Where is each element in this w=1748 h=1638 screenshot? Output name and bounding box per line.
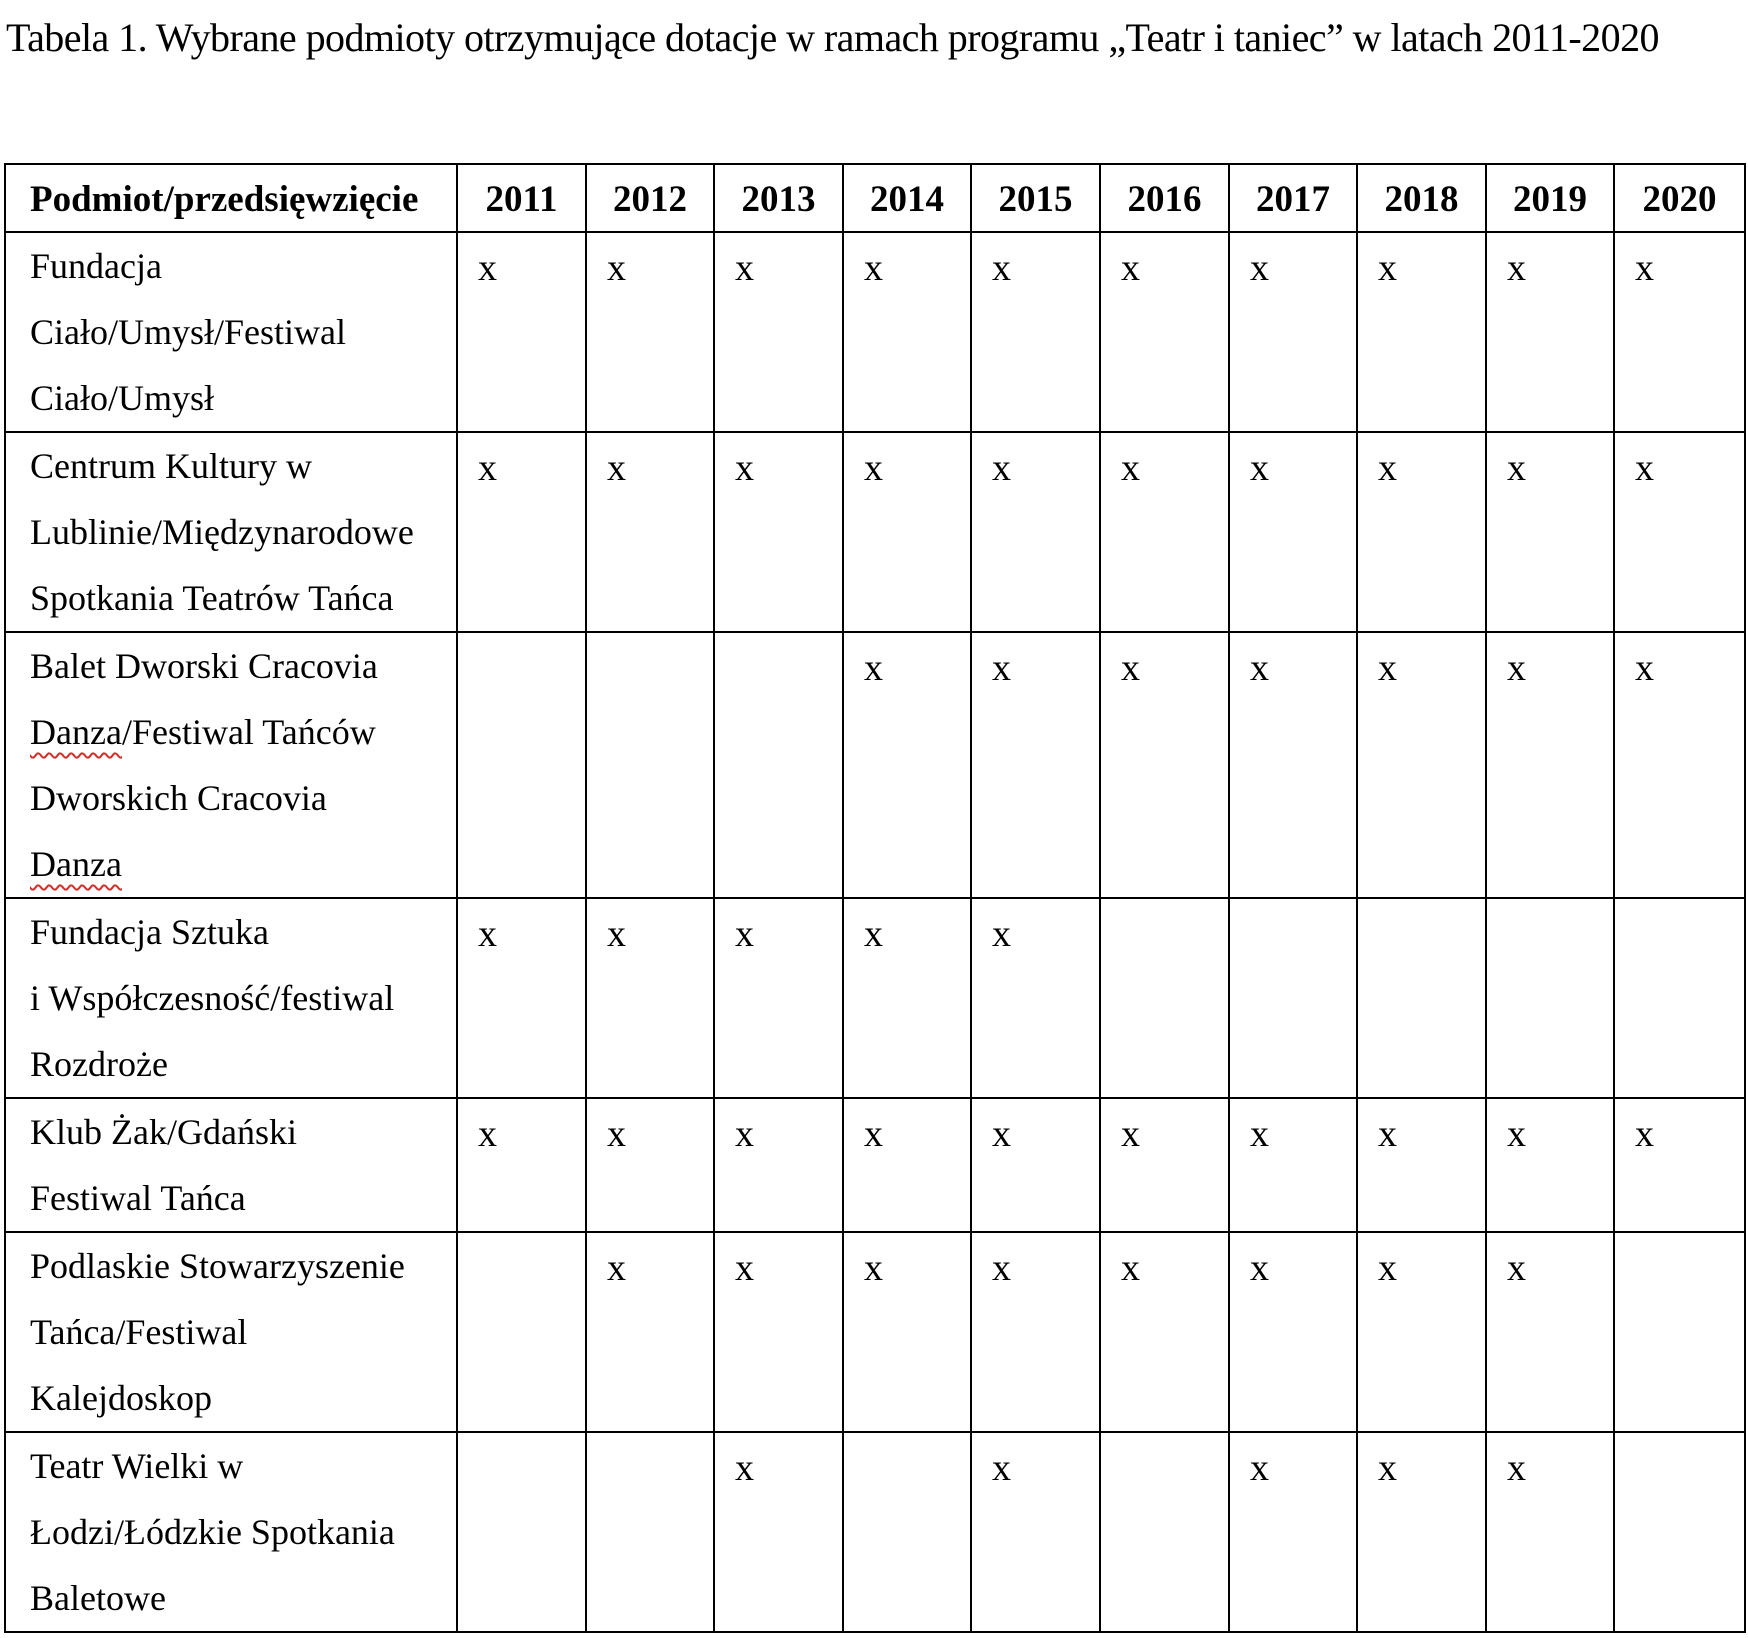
year-cell-2017 — [1229, 232, 1357, 432]
grant-mark: x — [1378, 1113, 1397, 1155]
grant-mark: x — [1507, 247, 1526, 289]
year-cell-2013 — [714, 232, 843, 432]
year-cell-2018 — [1357, 1098, 1486, 1232]
year-cell-2020 — [1614, 632, 1745, 898]
grant-mark: x — [1635, 647, 1654, 689]
year-cell-2018 — [1357, 632, 1486, 898]
entity-line: Dworskich Cracovia — [30, 778, 327, 818]
header-year: 2016 — [1100, 164, 1229, 232]
grant-mark: x — [735, 1113, 754, 1155]
year-cell-2013 — [714, 632, 843, 898]
header-year: 2012 — [586, 164, 714, 232]
year-cell-2020 — [1614, 232, 1745, 432]
entity-cell — [5, 432, 457, 632]
year-cell-2019 — [1486, 1432, 1614, 1632]
grant-mark: x — [992, 247, 1011, 289]
table-row — [5, 432, 1745, 632]
year-cell-2012 — [586, 1098, 714, 1232]
grant-mark: x — [864, 447, 883, 489]
entity-line: Centrum Kultury w — [30, 446, 312, 486]
year-cell-2016 — [1100, 898, 1229, 1098]
grant-mark: x — [1378, 1247, 1397, 1289]
year-cell-2011 — [457, 432, 586, 632]
table-row — [5, 632, 1745, 898]
entity-cell — [5, 632, 457, 898]
grant-mark: x — [864, 913, 883, 955]
table-body — [5, 232, 1745, 1632]
year-cell-2019 — [1486, 232, 1614, 432]
grant-mark: x — [992, 647, 1011, 689]
year-cell-2013 — [714, 898, 843, 1098]
year-cell-2014 — [843, 232, 971, 432]
grant-mark: x — [735, 247, 754, 289]
year-cell-2016 — [1100, 1098, 1229, 1232]
year-cell-2011 — [457, 1098, 586, 1232]
header-year: 2015 — [971, 164, 1100, 232]
entity-line: Teatr Wielki w — [30, 1446, 244, 1486]
entity-line: Festiwal Tańca — [30, 1178, 246, 1218]
header-row — [5, 164, 1745, 232]
year-cell-2012 — [586, 1432, 714, 1632]
entity-cell — [5, 1098, 457, 1232]
grant-mark: x — [992, 1113, 1011, 1155]
entity-line: Lublinie/Międzynarodowe — [30, 512, 414, 552]
grant-mark: x — [1507, 647, 1526, 689]
year-cell-2015 — [971, 1432, 1100, 1632]
entity-line: Kalejdoskop — [30, 1378, 212, 1418]
year-cell-2014 — [843, 898, 971, 1098]
entity-line: Podlaskie Stowarzyszenie — [30, 1246, 405, 1286]
entity-line: Ciało/Umysł — [30, 378, 215, 418]
entity-line: Rozdroże — [30, 1044, 168, 1084]
grant-mark: x — [735, 913, 754, 955]
grant-mark: x — [478, 247, 497, 289]
year-cell-2013 — [714, 1232, 843, 1432]
year-cell-2019 — [1486, 432, 1614, 632]
entity-line: Ciało/Umysł/Festiwal — [30, 312, 347, 352]
entity-line: i Współczesność/festiwal — [30, 978, 395, 1018]
grant-mark: x — [864, 647, 883, 689]
grant-mark: x — [1635, 247, 1654, 289]
year-cell-2018 — [1357, 1432, 1486, 1632]
entity-cell — [5, 1232, 457, 1432]
grant-mark: x — [1250, 247, 1269, 289]
year-cell-2015 — [971, 432, 1100, 632]
year-cell-2011 — [457, 1432, 586, 1632]
header-year: 2014 — [843, 164, 971, 232]
entity-line: Łodzi/Łódzkie Spotkania — [30, 1512, 395, 1552]
grant-mark: x — [1250, 1247, 1269, 1289]
grant-mark: x — [1378, 647, 1397, 689]
grant-mark: x — [607, 447, 626, 489]
grant-mark: x — [1121, 247, 1140, 289]
grant-mark: x — [1507, 1447, 1526, 1489]
year-cell-2019 — [1486, 898, 1614, 1098]
grant-mark: x — [1121, 1247, 1140, 1289]
grant-mark: x — [735, 1447, 754, 1489]
table-row — [5, 232, 1745, 432]
grant-mark: x — [992, 1247, 1011, 1289]
year-cell-2012 — [586, 632, 714, 898]
entity-cell — [5, 232, 457, 432]
year-cell-2013 — [714, 432, 843, 632]
spellcheck-underlined-word: Danza — [30, 712, 122, 752]
grant-mark: x — [1507, 447, 1526, 489]
table-row — [5, 1098, 1745, 1232]
year-cell-2011 — [457, 1232, 586, 1432]
grant-mark: x — [864, 1113, 883, 1155]
grant-mark: x — [992, 447, 1011, 489]
entity-line — [30, 831, 450, 897]
year-cell-2011 — [457, 898, 586, 1098]
grant-mark: x — [992, 913, 1011, 955]
entity-line: Fundacja — [30, 246, 162, 286]
grant-mark: x — [1507, 1113, 1526, 1155]
table-header — [5, 164, 1745, 232]
year-cell-2015 — [971, 1098, 1100, 1232]
grant-mark: x — [1635, 1113, 1654, 1155]
grant-mark: x — [735, 1247, 754, 1289]
year-cell-2014 — [843, 1432, 971, 1632]
year-cell-2020 — [1614, 1232, 1745, 1432]
table-row — [5, 1432, 1745, 1632]
table-row — [5, 1232, 1745, 1432]
year-cell-2018 — [1357, 1232, 1486, 1432]
table-caption: Tabela 1. Wybrane podmioty otrzymujące dotacje w ramach programu „Teatr i taniec” w latach 2011-2020 — [6, 15, 1659, 60]
grant-mark: x — [607, 1113, 626, 1155]
spellcheck-underlined-word: Danza — [30, 844, 122, 884]
year-cell-2011 — [457, 632, 586, 898]
year-cell-2017 — [1229, 432, 1357, 632]
year-cell-2014 — [843, 1232, 971, 1432]
entity-line: Fundacja Sztuka — [30, 912, 269, 952]
year-cell-2016 — [1100, 232, 1229, 432]
year-cell-2016 — [1100, 1232, 1229, 1432]
table-row — [5, 898, 1745, 1098]
entity-line: Baletowe — [30, 1578, 166, 1618]
grant-mark: x — [1378, 1447, 1397, 1489]
grant-mark: x — [478, 1113, 497, 1155]
grant-mark: x — [1250, 647, 1269, 689]
year-cell-2014 — [843, 432, 971, 632]
year-cell-2017 — [1229, 1432, 1357, 1632]
grant-mark: x — [1250, 447, 1269, 489]
year-cell-2019 — [1486, 1232, 1614, 1432]
year-cell-2015 — [971, 898, 1100, 1098]
grant-mark: x — [1378, 247, 1397, 289]
year-cell-2012 — [586, 432, 714, 632]
year-cell-2012 — [586, 1232, 714, 1432]
year-cell-2013 — [714, 1098, 843, 1232]
year-cell-2016 — [1100, 1432, 1229, 1632]
year-cell-2019 — [1486, 1098, 1614, 1232]
year-cell-2015 — [971, 232, 1100, 432]
year-cell-2016 — [1100, 432, 1229, 632]
grant-mark: x — [607, 913, 626, 955]
year-cell-2012 — [586, 898, 714, 1098]
grant-mark: x — [1250, 1113, 1269, 1155]
year-cell-2020 — [1614, 432, 1745, 632]
entity-line: Klub Żak/Gdański — [30, 1112, 297, 1152]
grant-mark: x — [1121, 647, 1140, 689]
grant-mark: x — [735, 447, 754, 489]
entity-line: Balet Dworski Cracovia — [30, 646, 378, 686]
header-entity: Podmiot/przedsięwzięcie — [5, 164, 457, 232]
grant-mark: x — [478, 913, 497, 955]
grant-mark: x — [864, 1247, 883, 1289]
grant-mark: x — [1507, 1247, 1526, 1289]
grant-mark: x — [1121, 447, 1140, 489]
entity-cell — [5, 898, 457, 1098]
grant-mark: x — [1378, 447, 1397, 489]
year-cell-2012 — [586, 232, 714, 432]
year-cell-2017 — [1229, 1098, 1357, 1232]
year-cell-2015 — [971, 1232, 1100, 1432]
year-cell-2014 — [843, 632, 971, 898]
year-cell-2018 — [1357, 898, 1486, 1098]
year-cell-2017 — [1229, 1232, 1357, 1432]
grant-mark: x — [992, 1447, 1011, 1489]
grant-mark: x — [607, 1247, 626, 1289]
year-cell-2013 — [714, 1432, 843, 1632]
entity-cell — [5, 1432, 457, 1632]
header-year: 2018 — [1357, 164, 1486, 232]
header-year: 2020 — [1614, 164, 1745, 232]
header-year: 2017 — [1229, 164, 1357, 232]
year-cell-2019 — [1486, 632, 1614, 898]
year-cell-2020 — [1614, 1098, 1745, 1232]
grant-mark: x — [1121, 1113, 1140, 1155]
year-cell-2018 — [1357, 432, 1486, 632]
entity-line: Tańca/Festiwal — [30, 1312, 248, 1352]
header-year: 2019 — [1486, 164, 1614, 232]
entity-line-rest: /Festiwal Tańców — [121, 712, 376, 752]
year-cell-2020 — [1614, 1432, 1745, 1632]
header-year: 2011 — [457, 164, 586, 232]
grant-mark: x — [1635, 447, 1654, 489]
header-year: 2013 — [714, 164, 843, 232]
grant-mark: x — [607, 247, 626, 289]
year-cell-2014 — [843, 1098, 971, 1232]
year-cell-2015 — [971, 632, 1100, 898]
grants-table — [4, 163, 1746, 1633]
entity-line: Spotkania Teatrów Tańca — [30, 578, 394, 618]
grant-mark: x — [1250, 1447, 1269, 1489]
year-cell-2017 — [1229, 898, 1357, 1098]
year-cell-2020 — [1614, 898, 1745, 1098]
grant-mark: x — [864, 247, 883, 289]
year-cell-2011 — [457, 232, 586, 432]
year-cell-2016 — [1100, 632, 1229, 898]
year-cell-2018 — [1357, 232, 1486, 432]
year-cell-2017 — [1229, 632, 1357, 898]
grant-mark: x — [478, 447, 497, 489]
entity-line — [30, 699, 450, 765]
